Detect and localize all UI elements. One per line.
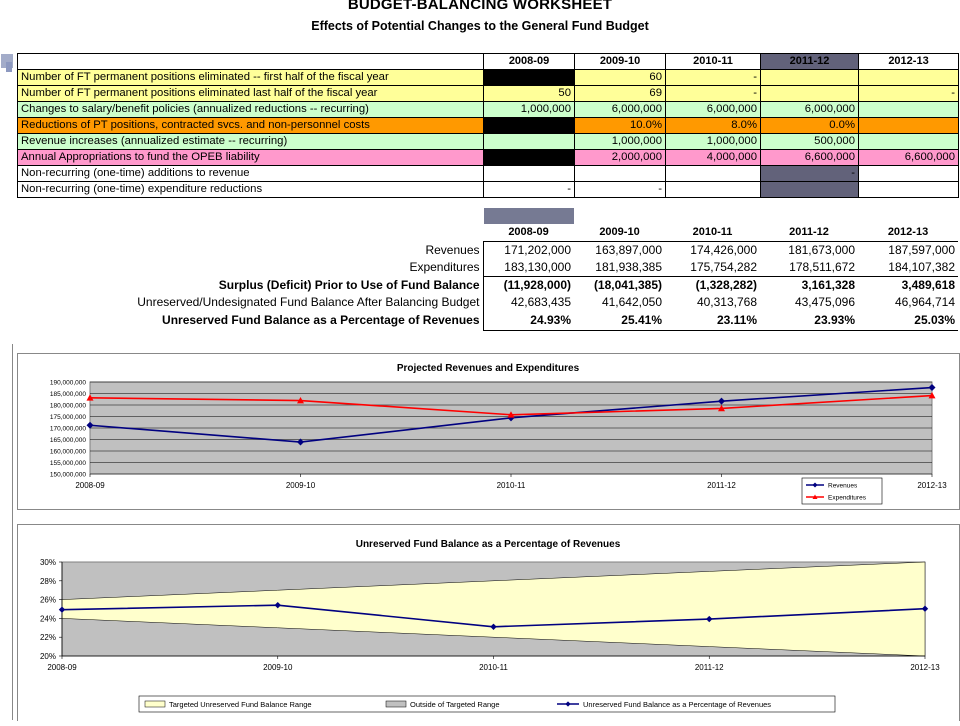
worksheet-cell[interactable] <box>859 102 959 118</box>
y-tick-label: 150,000,000 <box>49 471 86 479</box>
worksheet-cell[interactable]: 8.0% <box>666 118 761 134</box>
legend-label: Expenditures <box>828 494 866 502</box>
worksheet-cell[interactable]: 1,000,000 <box>575 134 666 150</box>
summary-cell: 175,754,282 <box>665 259 760 277</box>
selection-tab <box>484 208 574 224</box>
summary-header-row <box>17 224 958 242</box>
slide-bullet-accent <box>6 62 12 72</box>
worksheet-cell[interactable] <box>484 166 575 182</box>
worksheet-cell[interactable] <box>761 182 859 198</box>
worksheet-cell[interactable]: - <box>666 86 761 102</box>
worksheet-cell[interactable]: 10.0% <box>575 118 666 134</box>
worksheet-row <box>18 70 959 86</box>
summary-cell: (1,328,282) <box>695 278 757 292</box>
worksheet-cell[interactable]: 6,000,000 <box>575 102 666 118</box>
worksheet-row-label: Revenue increases (annualized estimate -- recurring) <box>18 134 484 150</box>
year-header: 2008-09 <box>484 54 575 70</box>
y-tick-label: 26% <box>39 595 56 605</box>
summary-cell: (11,928,000) <box>483 277 574 295</box>
summary-row <box>17 259 958 277</box>
worksheet-cell[interactable]: 69 <box>575 86 666 102</box>
worksheet-row <box>18 150 959 166</box>
worksheet-cell[interactable] <box>859 70 959 86</box>
x-tick-label: 2009-10 <box>263 663 293 672</box>
worksheet-cell[interactable]: 1,000,000 <box>484 102 575 118</box>
worksheet-row-label: Annual Appropriations to fund the OPEB liability <box>18 150 484 166</box>
summary-cell: 23.93% <box>760 311 858 331</box>
y-tick-label: 170,000,000 <box>49 425 86 433</box>
summary-row-label: Revenues <box>425 242 480 257</box>
worksheet-cell[interactable]: 500,000 <box>761 134 859 150</box>
x-tick-label: 2012-13 <box>917 481 947 490</box>
worksheet-cell[interactable] <box>484 150 575 166</box>
worksheet-cell[interactable] <box>859 166 959 182</box>
year-header: 2011-12 <box>760 224 858 242</box>
worksheet-header-row <box>18 54 959 70</box>
summary-cell: 41,642,050 <box>601 295 662 309</box>
legend-swatch-target <box>145 701 165 707</box>
worksheet-cell[interactable]: 4,000,000 <box>666 150 761 166</box>
legend-swatch-outside <box>386 701 406 707</box>
year-header: 2009-10 <box>575 54 666 70</box>
worksheet-row <box>18 102 959 118</box>
summary-header-blank <box>17 224 483 242</box>
year-header: 2011-12 <box>761 54 859 70</box>
worksheet-header-blank <box>18 54 484 70</box>
summary-cell: 183,130,000 <box>483 259 574 277</box>
year-header: 2009-10 <box>574 224 665 242</box>
year-header: 2012-13 <box>859 54 959 70</box>
year-header: 2010-11 <box>665 224 760 242</box>
summary-cell: 43,475,096 <box>794 295 855 309</box>
worksheet-cell[interactable]: 2,000,000 <box>575 150 666 166</box>
worksheet-cell[interactable] <box>575 166 666 182</box>
summary-cell: 24.93% <box>483 311 574 331</box>
worksheet-row <box>18 166 959 182</box>
worksheet-row <box>18 118 959 134</box>
year-header: 2010-11 <box>666 54 761 70</box>
worksheet-row <box>18 134 959 150</box>
worksheet-cell[interactable]: 6,600,000 <box>761 150 859 166</box>
summary-cell: 187,597,000 <box>888 243 955 257</box>
y-tick-label: 180,000,000 <box>49 402 86 410</box>
chart-title: Unreserved Fund Balance as a Percentage of Revenues <box>355 539 621 550</box>
worksheet-cell[interactable]: 6,600,000 <box>859 150 959 166</box>
summary-cell: 42,683,435 <box>483 294 574 311</box>
summary-row <box>17 294 958 311</box>
worksheet-cell[interactable] <box>859 182 959 198</box>
legend-label: Targeted Unreserved Fund Balance Range <box>169 700 312 709</box>
summary-cell: 181,938,385 <box>574 259 665 277</box>
y-tick-label: 24% <box>39 614 56 624</box>
summary-cell: 25.41% <box>574 311 665 331</box>
worksheet-row-label: Reductions of PT positions, contracted svcs. and non-personnel costs <box>18 118 484 134</box>
summary-cell: 174,426,000 <box>690 243 757 257</box>
worksheet-row-label: Non-recurring (one-time) expenditure reductions <box>18 182 484 198</box>
worksheet-cell[interactable] <box>761 70 859 86</box>
worksheet-cell[interactable]: 0.0% <box>761 118 859 134</box>
worksheet-cell[interactable]: 1,000,000 <box>666 134 761 150</box>
summary-cell: 23.11% <box>665 311 760 331</box>
page-title: BUDGET-BALANCING WORKSHEET <box>347 0 613 13</box>
summary-cell: (18,041,385) <box>593 278 662 292</box>
worksheet-row-label: Number of FT permanent positions eliminated -- first half of the fiscal year <box>18 70 484 86</box>
worksheet-cell[interactable] <box>761 86 859 102</box>
worksheet-row-label: Changes to salary/benefit policies (annualized reductions -- recurring) <box>18 102 484 118</box>
summary-cell: 3,161,328 <box>801 278 855 292</box>
summary-cell: 3,489,618 <box>901 278 955 292</box>
worksheet-row-label: Non-recurring (one-time) additions to revenue <box>18 166 484 182</box>
summary-row-label: Expenditures <box>409 260 480 275</box>
worksheet-cell[interactable]: 6,000,000 <box>666 102 761 118</box>
worksheet-cell[interactable] <box>859 118 959 134</box>
x-tick-label: 2011-12 <box>707 481 736 490</box>
legend-label: Revenues <box>828 482 858 490</box>
budget-summary-table <box>17 224 958 331</box>
worksheet-row <box>18 86 959 102</box>
worksheet-cell[interactable]: 60 <box>575 70 666 86</box>
budget-worksheet-table <box>17 53 959 198</box>
worksheet-cell[interactable]: - <box>484 182 575 198</box>
worksheet-cell[interactable]: - <box>666 70 761 86</box>
x-tick-label: 2012-13 <box>910 663 940 672</box>
worksheet-row <box>18 182 959 198</box>
y-tick-label: 28% <box>39 576 56 586</box>
worksheet-cell[interactable]: 50 <box>484 86 575 102</box>
worksheet-cell[interactable]: - <box>859 86 959 102</box>
x-tick-label: 2008-09 <box>47 663 77 672</box>
summary-row <box>17 311 958 331</box>
y-tick-label: 30% <box>39 558 56 567</box>
revenues-expenditures-svg <box>18 354 959 509</box>
y-tick-label: 185,000,000 <box>49 391 86 398</box>
y-tick-label: 165,000,000 <box>49 437 86 444</box>
y-tick-label: 160,000,000 <box>49 448 86 456</box>
year-header: 2008-09 <box>483 224 574 242</box>
summary-cell: 171,202,000 <box>483 242 574 260</box>
divider <box>12 344 13 720</box>
revenues-expenditures-chart <box>17 353 960 510</box>
worksheet-cell[interactable] <box>484 70 575 86</box>
y-tick-label: 22% <box>39 633 56 643</box>
summary-cell: 46,964,714 <box>894 295 955 309</box>
summary-row <box>17 277 958 295</box>
fund-balance-percentage-svg <box>18 525 959 721</box>
worksheet-cell[interactable] <box>666 182 761 198</box>
worksheet-cell[interactable] <box>484 134 575 150</box>
worksheet-cell[interactable]: - <box>575 182 666 198</box>
y-tick-label: 155,000,000 <box>49 460 86 467</box>
chart-title: Projected Revenues and Expenditures <box>396 363 580 374</box>
x-tick-label: 2010-11 <box>479 663 508 672</box>
legend-label: Unreserved Fund Balance as a Percentage of Revenues <box>583 700 772 709</box>
summary-cell: 181,673,000 <box>788 243 855 257</box>
legend-label: Outside of Targeted Range <box>410 700 500 709</box>
summary-cell: 40,313,768 <box>696 295 757 309</box>
worksheet-cell[interactable]: - <box>761 166 859 182</box>
fund-balance-percentage-chart <box>17 524 960 721</box>
y-tick-label: 20% <box>39 652 56 661</box>
summary-cell: 178,511,672 <box>760 259 858 277</box>
x-tick-label: 2010-11 <box>496 481 526 490</box>
year-header: 2012-13 <box>858 224 958 242</box>
summary-cell: 163,897,000 <box>595 243 662 257</box>
worksheet-row-label: Number of FT permanent positions eliminated last half of the fiscal year <box>18 86 484 102</box>
page-subtitle: Effects of Potential Changes to the General Fund Budget <box>311 19 649 33</box>
x-tick-label: 2011-12 <box>694 663 724 672</box>
summary-row-label: Unreserved/Undesignated Fund Balance After Balancing Budget <box>137 295 480 309</box>
worksheet-cell[interactable]: 6,000,000 <box>761 102 859 118</box>
worksheet-cell[interactable] <box>484 118 575 134</box>
worksheet-cell[interactable] <box>859 134 959 150</box>
summary-row-label: Unreserved Fund Balance as a Percentage of Revenues <box>162 313 480 328</box>
summary-cell: 184,107,382 <box>858 259 958 277</box>
summary-cell: 25.03% <box>858 311 958 331</box>
y-tick-label: 175,000,000 <box>49 414 86 421</box>
x-tick-label: 2009-10 <box>285 481 316 490</box>
summary-row <box>17 242 958 260</box>
x-tick-label: 2008-09 <box>75 481 105 490</box>
summary-row-label: Surplus (Deficit) Prior to Use of Fund Balance <box>218 277 480 292</box>
y-tick-label: 190,000,000 <box>49 379 86 387</box>
worksheet-cell[interactable] <box>666 166 761 182</box>
